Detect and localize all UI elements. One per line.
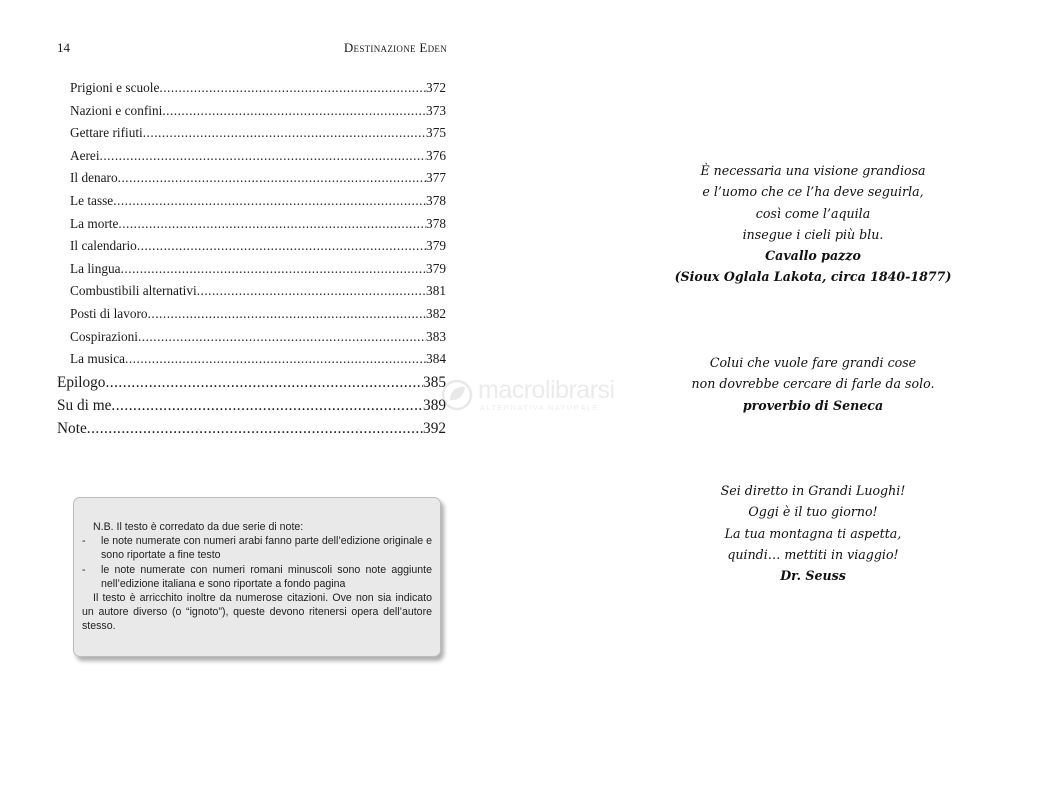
toc-entry-label: Aerei bbox=[70, 147, 100, 163]
quote-author-note: (Sioux Oglala Lakota, circa 1840-1877) bbox=[674, 269, 952, 285]
toc-entry-label: Il denaro bbox=[70, 170, 118, 186]
toc-entry[interactable] bbox=[57, 283, 446, 306]
toc-leader-dots bbox=[159, 80, 426, 96]
note-intro: N.B. Il testo è corredato da due serie di note: bbox=[93, 521, 304, 533]
table-of-contents bbox=[57, 80, 446, 443]
toc-entry-label: Posti di lavoro bbox=[70, 305, 148, 321]
toc-entry-label: La morte bbox=[70, 215, 119, 231]
toc-leader-dots bbox=[148, 306, 426, 322]
note-item bbox=[82, 534, 432, 562]
quote-author: Cavallo pazzo bbox=[765, 248, 861, 264]
watermark-brand: macrolibrarsi bbox=[478, 376, 615, 404]
toc-entry-label: Le tasse bbox=[70, 192, 114, 208]
toc-entry-page: 381 bbox=[426, 283, 446, 299]
toc-leader-dots bbox=[113, 193, 426, 209]
toc-entry-page: 392 bbox=[423, 419, 446, 437]
toc-entry[interactable] bbox=[57, 306, 446, 329]
epigraph-quote bbox=[640, 352, 986, 416]
toc-entry[interactable] bbox=[57, 80, 446, 103]
note-item-dash: - bbox=[82, 563, 86, 576]
toc-leader-dots bbox=[143, 125, 426, 141]
toc-entry-label: Combustibili alternativi bbox=[70, 283, 197, 299]
toc-entry[interactable] bbox=[57, 170, 446, 193]
note-item-text: le note numerate con numeri romani minuscoli sono note aggiunte nell’edizione italiana e sono riportate a fondo pagina bbox=[101, 563, 432, 590]
quote-author: Dr. Seuss bbox=[780, 568, 846, 584]
editorial-note-box bbox=[73, 497, 441, 657]
quote-line: Sei diretto in Grandi Luoghi! bbox=[720, 483, 906, 498]
toc-entry-label: La musica bbox=[70, 351, 126, 367]
toc-chapter-entry[interactable] bbox=[57, 420, 446, 443]
note-item-dash: - bbox=[82, 535, 86, 548]
quote-line: Colui che vuole fare grandi cose bbox=[709, 355, 917, 370]
toc-entry-page: 372 bbox=[426, 80, 446, 95]
toc-entry-page: 378 bbox=[426, 192, 446, 208]
toc-entry-label: Note bbox=[57, 419, 87, 437]
quote-line: quindi… mettiti in viaggio! bbox=[727, 546, 899, 562]
toc-entry[interactable] bbox=[57, 193, 446, 216]
leaf-logo-icon bbox=[440, 378, 474, 412]
toc-chapter-entry[interactable] bbox=[57, 374, 446, 397]
quote-line: insegue i cieli più blu. bbox=[742, 226, 884, 242]
macrolibrarsi-watermark bbox=[440, 376, 630, 416]
toc-leader-dots bbox=[137, 238, 426, 254]
quote-line: Oggi è il tuo giorno! bbox=[748, 504, 878, 520]
toc-entry-page: 379 bbox=[426, 238, 446, 254]
quote-line: La tua montagna ti aspetta, bbox=[724, 525, 902, 541]
toc-leader-dots bbox=[111, 397, 423, 415]
toc-entry[interactable] bbox=[57, 329, 446, 352]
toc-leader-dots bbox=[105, 374, 423, 392]
toc-entry[interactable] bbox=[57, 103, 446, 126]
toc-leader-dots bbox=[125, 351, 426, 367]
toc-entry-page: 383 bbox=[426, 328, 446, 344]
toc-leader-dots bbox=[118, 170, 426, 186]
toc-entry-label: La lingua bbox=[70, 260, 121, 276]
note-closing: Il testo è arricchito inoltre da numerose citazioni. Ove non sia indicato un autore diverso (o “ignoto”), queste devono ritenersi opera dell’autore stesso. bbox=[82, 592, 432, 633]
toc-entry-page: 385 bbox=[423, 373, 446, 391]
epigraph-quote bbox=[640, 160, 986, 288]
toc-entry-label: Nazioni e confini bbox=[70, 102, 163, 118]
note-item bbox=[82, 563, 432, 591]
running-head: Destinazione Eden bbox=[343, 40, 447, 55]
quote-line: È necessaria una visione grandiosa bbox=[700, 163, 926, 178]
toc-entry-page: 377 bbox=[426, 170, 446, 186]
toc-entry-page: 389 bbox=[423, 396, 446, 414]
quote-line: così come l’aquila bbox=[755, 205, 871, 221]
toc-entry[interactable] bbox=[57, 148, 446, 171]
toc-entry[interactable] bbox=[57, 238, 446, 261]
toc-entry-label: Prigioni e scuole bbox=[70, 80, 160, 95]
toc-entry-page: 384 bbox=[426, 351, 446, 367]
toc-entry-page: 378 bbox=[426, 215, 446, 231]
toc-entry[interactable] bbox=[57, 216, 446, 239]
toc-entry-label: Gettare rifiuti bbox=[70, 125, 143, 141]
toc-entry-page: 375 bbox=[426, 125, 446, 141]
watermark-tagline: ALTERNATIVA NATURALE bbox=[480, 403, 599, 412]
toc-entry-label: Cospirazioni bbox=[70, 328, 138, 344]
toc-leader-dots bbox=[138, 329, 426, 345]
toc-leader-dots bbox=[162, 103, 426, 119]
note-item-text: le note numerate con numeri arabi fanno parte dell’edizione originale e sono riportate a fine testo bbox=[101, 535, 432, 562]
toc-entry-page: 382 bbox=[426, 305, 446, 321]
toc-entry[interactable] bbox=[57, 351, 446, 374]
toc-entry-page: 379 bbox=[426, 260, 446, 276]
toc-leader-dots bbox=[121, 261, 426, 277]
toc-leader-dots bbox=[197, 283, 426, 299]
toc-entry[interactable] bbox=[57, 125, 446, 148]
toc-entry-page: 376 bbox=[426, 147, 446, 163]
quote-line: non dovrebbe cercare di farle da solo. bbox=[691, 376, 935, 392]
toc-entry-label: Su di me bbox=[57, 396, 112, 414]
quote-author: proverbio di Seneca bbox=[742, 397, 884, 413]
toc-entry-label: Il calendario bbox=[70, 238, 137, 254]
toc-entry-page: 373 bbox=[426, 102, 446, 118]
page-number: 14 bbox=[57, 40, 70, 55]
toc-leader-dots bbox=[100, 148, 427, 164]
toc-leader-dots bbox=[118, 216, 426, 232]
epigraph-quote bbox=[640, 480, 986, 586]
toc-entry-label: Epilogo bbox=[57, 373, 106, 391]
quote-line: e l’uomo che ce l’ha deve seguirla, bbox=[702, 184, 924, 200]
toc-entry[interactable] bbox=[57, 261, 446, 284]
toc-leader-dots bbox=[87, 420, 423, 438]
toc-chapter-entry[interactable] bbox=[57, 397, 446, 420]
